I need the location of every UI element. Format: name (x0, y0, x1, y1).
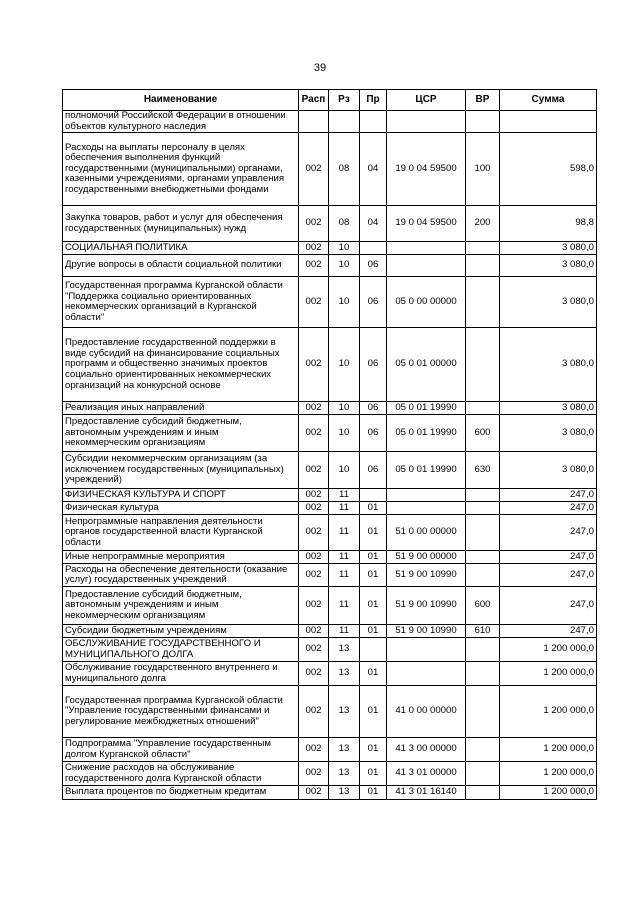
cell-sum: 1 200 000,0 (500, 686, 597, 738)
cell-sum: 3 080,0 (500, 452, 597, 489)
table-header-row (63, 90, 597, 111)
cell-csr (387, 638, 466, 662)
cell-sum: 1 200 000,0 (500, 738, 597, 762)
cell-rz: 10 (329, 415, 360, 452)
table-row (63, 255, 597, 277)
cell-pr: 01 (360, 515, 387, 551)
cell-pr: 06 (360, 452, 387, 489)
cell-csr: 05 0 01 00000 (387, 328, 466, 402)
cell-rasp: 002 (299, 206, 329, 242)
cell-name: Выплата процентов по бюджетным кредитам (63, 786, 299, 800)
table-row (63, 762, 597, 786)
cell-rz: 13 (329, 762, 360, 786)
cell-rz: 10 (329, 328, 360, 402)
cell-rasp: 002 (299, 502, 329, 515)
cell-pr: 04 (360, 133, 387, 206)
cell-name: Предоставление государственной поддержки в виде субсидий на финансирование социальных программ и общественно значимых проектов социально ориентированных некоммерческих организаций на конкурсной основе (63, 328, 299, 402)
cell-vr (466, 242, 500, 255)
cell-name: полномочий Российской Федерации в отношении объектов культурного наследия (63, 111, 299, 133)
cell-sum: 98,8 (500, 206, 597, 242)
cell-pr: 06 (360, 402, 387, 415)
cell-sum: 247,0 (500, 502, 597, 515)
table-row (63, 662, 597, 686)
cell-rasp: 002 (299, 515, 329, 551)
cell-name: Подпрограмма "Управление государственным долгом Курганской области" (63, 738, 299, 762)
cell-rz: 11 (329, 551, 360, 564)
cell-rasp: 002 (299, 415, 329, 452)
page-number: 39 (313, 62, 327, 74)
cell-pr: 01 (360, 587, 387, 625)
cell-rz: 11 (329, 502, 360, 515)
cell-csr (387, 502, 466, 515)
cell-sum: 247,0 (500, 551, 597, 564)
cell-pr: 01 (360, 502, 387, 515)
cell-csr: 05 0 01 19990 (387, 415, 466, 452)
cell-sum: 1 200 000,0 (500, 662, 597, 686)
header-rz: Рз (329, 90, 360, 111)
cell-vr (466, 255, 500, 277)
cell-sum: 1 200 000,0 (500, 638, 597, 662)
header-sum: Сумма (500, 90, 597, 111)
cell-name: Физическая культура (63, 502, 299, 515)
cell-vr (466, 502, 500, 515)
cell-pr: 01 (360, 738, 387, 762)
cell-pr: 01 (360, 786, 387, 800)
cell-sum: 3 080,0 (500, 242, 597, 255)
cell-csr: 51 9 00 00000 (387, 551, 466, 564)
cell-rasp: 002 (299, 662, 329, 686)
cell-pr (360, 638, 387, 662)
cell-csr: 05 0 00 00000 (387, 277, 466, 328)
cell-vr (466, 762, 500, 786)
cell-name: ОБСЛУЖИВАНИЕ ГОСУДАРСТВЕННОГО И МУНИЦИПАЛЬНОГО ДОЛГА (63, 638, 299, 662)
cell-csr: 05 0 01 19990 (387, 452, 466, 489)
table-row (63, 415, 597, 452)
cell-sum: 1 200 000,0 (500, 762, 597, 786)
cell-csr (387, 255, 466, 277)
cell-rasp: 002 (299, 255, 329, 277)
cell-rasp: 002 (299, 277, 329, 328)
cell-name: Государственная программа Курганской области "Управление государственными финансами и регулирование межбюджетных отношений" (63, 686, 299, 738)
cell-name: Предоставление субсидий бюджетным, автономным учреждениям и иным некоммерческим организациям (63, 587, 299, 625)
cell-rasp: 002 (299, 686, 329, 738)
cell-rasp (299, 111, 329, 133)
cell-rz: 11 (329, 587, 360, 625)
table-row (63, 111, 597, 133)
table-row (63, 277, 597, 328)
table-row (63, 638, 597, 662)
cell-name: Государственная программа Курганской области "Поддержка социально ориентированных некоммерческих организаций в Курганской области" (63, 277, 299, 328)
cell-pr (360, 242, 387, 255)
cell-name: Непрограммные направления деятельности органов государственной власти Курганской области (63, 515, 299, 551)
cell-vr (466, 277, 500, 328)
table-row (63, 786, 597, 800)
cell-rasp: 002 (299, 625, 329, 638)
table-row (63, 686, 597, 738)
cell-rasp: 002 (299, 738, 329, 762)
cell-name: Закупка товаров, работ и услуг для обеспечения государственных (муниципальных) нужд (63, 206, 299, 242)
cell-vr (466, 662, 500, 686)
cell-rasp: 002 (299, 402, 329, 415)
cell-pr: 06 (360, 255, 387, 277)
cell-vr (466, 786, 500, 800)
cell-csr (387, 242, 466, 255)
cell-pr: 01 (360, 564, 387, 587)
cell-pr: 01 (360, 662, 387, 686)
cell-pr: 04 (360, 206, 387, 242)
cell-name: Расходы на выплаты персоналу в целях обеспечения выполнения функций государственными (муниципальными) органами, казенными учреждениями, органами управления государственными внебюджетными фондами (63, 133, 299, 206)
cell-vr: 610 (466, 625, 500, 638)
cell-sum: 598,0 (500, 133, 597, 206)
header-vr: ВР (466, 90, 500, 111)
table-body (63, 111, 597, 800)
cell-name: СОЦИАЛЬНАЯ ПОЛИТИКА (63, 242, 299, 255)
cell-rasp: 002 (299, 452, 329, 489)
cell-sum: 3 080,0 (500, 277, 597, 328)
table-row (63, 564, 597, 587)
cell-vr: 630 (466, 452, 500, 489)
cell-rasp: 002 (299, 551, 329, 564)
cell-csr (387, 111, 466, 133)
cell-name: Снижение расходов на обслуживание государственного долга Курганской области (63, 762, 299, 786)
cell-vr (466, 686, 500, 738)
cell-sum: 1 200 000,0 (500, 786, 597, 800)
cell-pr (360, 489, 387, 502)
cell-rz: 13 (329, 638, 360, 662)
cell-sum: 247,0 (500, 489, 597, 502)
cell-rz: 13 (329, 786, 360, 800)
cell-csr: 19 0 04 59500 (387, 133, 466, 206)
cell-rz: 13 (329, 686, 360, 738)
cell-csr: 19 0 04 59500 (387, 206, 466, 242)
header-pr: Пр (360, 90, 387, 111)
cell-rz: 10 (329, 452, 360, 489)
cell-rz: 11 (329, 515, 360, 551)
cell-vr (466, 515, 500, 551)
cell-rasp: 002 (299, 638, 329, 662)
cell-pr: 01 (360, 551, 387, 564)
cell-rasp: 002 (299, 328, 329, 402)
cell-csr: 41 3 01 16140 (387, 786, 466, 800)
cell-csr: 41 3 00 00000 (387, 738, 466, 762)
cell-pr (360, 111, 387, 133)
cell-rz (329, 111, 360, 133)
cell-pr: 06 (360, 277, 387, 328)
header-rasp: Расп (299, 90, 329, 111)
cell-rasp: 002 (299, 489, 329, 502)
cell-rasp: 002 (299, 587, 329, 625)
cell-rz: 11 (329, 625, 360, 638)
cell-name: Субсидии некоммерческим организациям (за исключением государственных (муниципальных) учреждений) (63, 452, 299, 489)
cell-pr: 06 (360, 415, 387, 452)
cell-rz: 08 (329, 133, 360, 206)
cell-name: Расходы на обеспечение деятельности (оказание услуг) государственных учреждений (63, 564, 299, 587)
table-row (63, 515, 597, 551)
cell-rasp: 002 (299, 133, 329, 206)
table-row (63, 551, 597, 564)
cell-vr (466, 402, 500, 415)
cell-csr: 51 9 00 10990 (387, 625, 466, 638)
cell-csr: 51 9 00 10990 (387, 564, 466, 587)
cell-sum: 247,0 (500, 625, 597, 638)
cell-rasp: 002 (299, 762, 329, 786)
cell-csr: 51 0 00 00000 (387, 515, 466, 551)
cell-name: Предоставление субсидий бюджетным, автономным учреждениям и иным некоммерческим организациям (63, 415, 299, 452)
cell-rasp: 002 (299, 786, 329, 800)
cell-name: Обслуживание государственного внутреннего и муниципального долга (63, 662, 299, 686)
cell-name: ФИЗИЧЕСКАЯ КУЛЬТУРА И СПОРТ (63, 489, 299, 502)
table-row (63, 738, 597, 762)
cell-rz: 10 (329, 402, 360, 415)
cell-name: Реализация иных направлений (63, 402, 299, 415)
cell-vr (466, 738, 500, 762)
table-row (63, 452, 597, 489)
cell-csr: 41 0 00 00000 (387, 686, 466, 738)
cell-vr (466, 328, 500, 402)
cell-rz: 13 (329, 662, 360, 686)
cell-sum: 247,0 (500, 515, 597, 551)
cell-rz: 13 (329, 738, 360, 762)
table-row (63, 328, 597, 402)
cell-pr: 01 (360, 625, 387, 638)
cell-pr: 01 (360, 686, 387, 738)
table-row (63, 402, 597, 415)
cell-rasp: 002 (299, 242, 329, 255)
cell-vr: 100 (466, 133, 500, 206)
table-row (63, 625, 597, 638)
cell-vr (466, 638, 500, 662)
cell-vr (466, 551, 500, 564)
cell-name: Иные непрограммные мероприятия (63, 551, 299, 564)
cell-sum: 3 080,0 (500, 255, 597, 277)
cell-rz: 11 (329, 564, 360, 587)
cell-csr: 41 3 01 00000 (387, 762, 466, 786)
table-row (63, 587, 597, 625)
cell-sum: 247,0 (500, 564, 597, 587)
cell-csr: 05 0 01 19990 (387, 402, 466, 415)
table-row (63, 242, 597, 255)
cell-vr: 600 (466, 587, 500, 625)
cell-sum: 247,0 (500, 587, 597, 625)
cell-sum: 3 080,0 (500, 415, 597, 452)
cell-pr: 06 (360, 328, 387, 402)
cell-rasp: 002 (299, 564, 329, 587)
cell-rz: 10 (329, 255, 360, 277)
cell-name: Субсидии бюджетным учреждениям (63, 625, 299, 638)
cell-csr: 51 9 00 10990 (387, 587, 466, 625)
cell-vr: 200 (466, 206, 500, 242)
cell-pr: 01 (360, 762, 387, 786)
cell-vr: 600 (466, 415, 500, 452)
cell-csr (387, 489, 466, 502)
cell-rz: 11 (329, 489, 360, 502)
table-row (63, 133, 597, 206)
cell-vr (466, 564, 500, 587)
budget-table (62, 89, 597, 800)
header-name: Наименование (63, 90, 299, 111)
cell-sum (500, 111, 597, 133)
header-csr: ЦСР (387, 90, 466, 111)
cell-name: Другие вопросы в области социальной политики (63, 255, 299, 277)
table-row (63, 206, 597, 242)
cell-sum: 3 080,0 (500, 402, 597, 415)
cell-csr (387, 662, 466, 686)
table-row (63, 489, 597, 502)
cell-rz: 10 (329, 242, 360, 255)
cell-vr (466, 489, 500, 502)
cell-vr (466, 111, 500, 133)
cell-rz: 08 (329, 206, 360, 242)
cell-rz: 10 (329, 277, 360, 328)
table-row (63, 502, 597, 515)
cell-sum: 3 080,0 (500, 328, 597, 402)
